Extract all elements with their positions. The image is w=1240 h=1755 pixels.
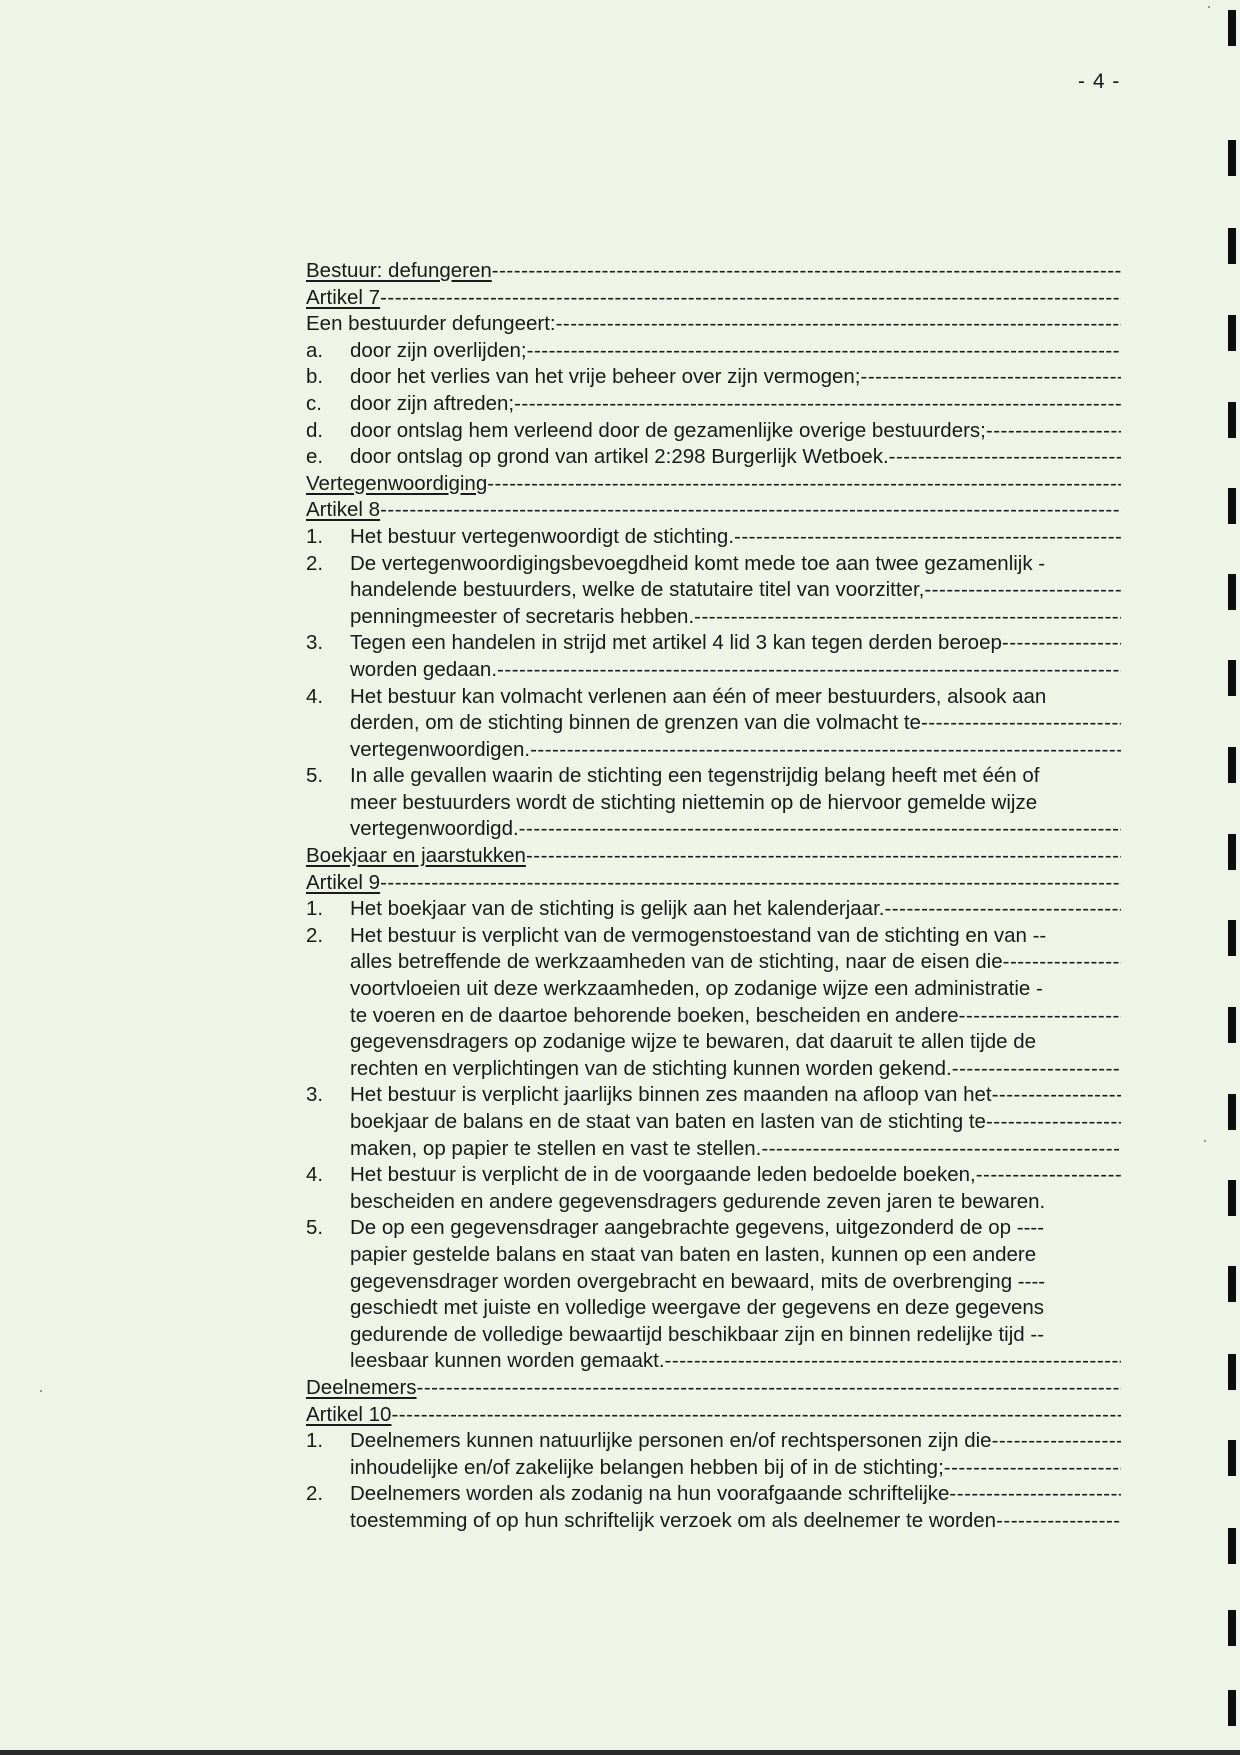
binding-hole xyxy=(1228,1266,1236,1302)
item-number: 1. xyxy=(306,1429,324,1453)
dash-filler xyxy=(976,1162,1121,1189)
dash-filler xyxy=(492,258,1121,285)
line-text: Tegen een handelen in strijd met artikel 4 lid 3 kan tegen derden beroep xyxy=(350,631,1002,655)
line-text: vertegenwoordigen. xyxy=(350,737,531,761)
list-item xyxy=(306,1162,1121,1189)
binding-hole xyxy=(1228,10,1236,46)
dash-filler xyxy=(417,1375,1121,1402)
heading-text: Vertegenwoordiging xyxy=(306,471,488,495)
list-item xyxy=(306,1215,1121,1242)
line-text: Het bestuur kan volmacht verlenen aan één of meer bestuurders, alsook aan xyxy=(350,684,1047,708)
dash-filler xyxy=(380,497,1121,524)
list-item-continuation xyxy=(306,949,1121,976)
line-text: Het bestuur is verplicht jaarlijks binnen zes maanden na afloop van het xyxy=(350,1083,992,1107)
list-item-continuation xyxy=(306,1136,1121,1163)
dash-filler xyxy=(1003,949,1121,976)
line-text: handelende bestuurders, welke de statutaire titel van voorzitter, xyxy=(350,578,925,602)
list-item-continuation xyxy=(306,1029,1121,1056)
dash-filler xyxy=(949,1481,1121,1508)
binding-hole xyxy=(1228,574,1236,610)
line-text: gegevensdragers op zodanige wijze te bewaren, dat daaruit te allen tijde de xyxy=(350,1030,1037,1054)
dash-filler xyxy=(996,1508,1121,1535)
item-number: e. xyxy=(306,445,324,469)
list-item xyxy=(306,684,1121,711)
heading-text: Artikel 7 xyxy=(306,285,381,309)
binding-hole xyxy=(1228,228,1236,264)
list-item-continuation xyxy=(306,1508,1121,1535)
binding-hole xyxy=(1228,660,1236,696)
list-item-continuation xyxy=(306,1295,1121,1322)
binding-hole xyxy=(1228,1180,1236,1216)
dash-filler xyxy=(497,657,1121,684)
list-item-continuation xyxy=(306,1189,1121,1216)
scan-speck xyxy=(1208,6,1210,8)
line-text: Het bestuur vertegenwoordigt de stichting. xyxy=(350,524,735,548)
section-heading xyxy=(306,497,1121,524)
line-text: toestemming of op hun schriftelijk verzoek om als deelnemer te worden xyxy=(350,1508,997,1532)
dash-filler xyxy=(665,1348,1121,1375)
heading-text: Deelnemers xyxy=(306,1375,417,1399)
item-number: 2. xyxy=(306,1482,324,1506)
heading-text: Artikel 8 xyxy=(306,498,381,522)
dash-filler xyxy=(889,444,1121,471)
line-text: Een bestuurder defungeert: xyxy=(306,312,556,336)
scan-speck xyxy=(40,1390,42,1392)
list-item-continuation xyxy=(306,1056,1121,1083)
section-heading xyxy=(306,285,1121,312)
list-item-continuation xyxy=(306,577,1121,604)
dash-filler xyxy=(734,524,1121,551)
list-item xyxy=(306,444,1121,471)
binding-hole xyxy=(1228,315,1236,351)
line-text: alles betreffende de werkzaamheden van de stichting, naar de eisen die xyxy=(350,950,1003,974)
line-text: vertegenwoordigd. xyxy=(350,817,519,841)
dash-filler xyxy=(761,1136,1121,1163)
page-number: - 4 - xyxy=(1078,70,1121,93)
dash-filler xyxy=(861,364,1122,391)
dash-filler xyxy=(992,1082,1121,1109)
line-text: boekjaar de balans en de staat van baten en lasten van de stichting te xyxy=(350,1110,986,1133)
list-item xyxy=(306,338,1121,365)
section-heading xyxy=(306,843,1121,870)
list-item-continuation xyxy=(306,1003,1121,1030)
item-number: 5. xyxy=(306,1216,324,1240)
heading-text: Artikel 10 xyxy=(306,1402,392,1426)
line-text: derden, om de stichting binnen de grenzen van die volmacht te xyxy=(350,711,921,735)
list-item-continuation xyxy=(306,737,1121,764)
list-item-continuation xyxy=(306,1455,1121,1482)
item-number: 3. xyxy=(306,631,324,655)
list-item xyxy=(306,551,1121,578)
dash-filler xyxy=(519,816,1121,843)
dash-filler xyxy=(986,418,1121,445)
dash-filler xyxy=(391,1402,1121,1429)
section-heading xyxy=(306,471,1121,498)
list-item-continuation xyxy=(306,1322,1121,1349)
list-item-continuation xyxy=(306,710,1121,737)
heading-text: Bestuur: defungeren xyxy=(306,259,492,282)
binding-hole xyxy=(1228,834,1236,870)
list-item xyxy=(306,923,1121,950)
dash-filler xyxy=(992,1428,1121,1455)
dash-filler xyxy=(530,737,1121,764)
item-number: 4. xyxy=(306,1163,324,1187)
line-text: Het bestuur is verplicht van de vermogenstoestand van de stichting en van -- xyxy=(350,923,1047,947)
section-heading xyxy=(306,258,1121,285)
binding-hole xyxy=(1228,1007,1236,1043)
list-item xyxy=(306,763,1121,790)
line-text: In alle gevallen waarin de stichting een tegenstrijdig belang heeft met één of xyxy=(350,764,1040,788)
heading-text: Artikel 9 xyxy=(306,870,381,894)
binding-hole xyxy=(1228,402,1236,438)
dash-filler xyxy=(514,391,1121,418)
line-text: Het boekjaar van de stichting is gelijk aan het kalenderjaar. xyxy=(350,897,885,921)
line-text: door zijn overlijden; xyxy=(350,338,527,362)
line-text: door zijn aftreden; xyxy=(350,391,515,415)
line-text: worden gedaan. xyxy=(350,657,498,681)
list-item-continuation xyxy=(306,1348,1121,1375)
line-text: te voeren en de daartoe behorende boeken, bescheiden en andere xyxy=(350,1003,959,1027)
document-body xyxy=(306,258,1121,1535)
section-heading xyxy=(306,1402,1121,1429)
scan-bottom-edge xyxy=(0,1750,1240,1755)
binding-hole xyxy=(1228,1690,1236,1726)
item-number: d. xyxy=(306,418,324,442)
binding-hole xyxy=(1228,1094,1236,1130)
line-text: inhoudelijke en/of zakelijke belangen hebben bij of in de stichting; xyxy=(350,1455,944,1479)
list-item xyxy=(306,1428,1121,1455)
list-item xyxy=(306,896,1121,923)
dash-filler xyxy=(952,1056,1121,1083)
line-text: door ontslag op grond van artikel 2:298 Burgerlijk Wetboek. xyxy=(350,445,889,469)
binding-hole xyxy=(1228,1528,1236,1564)
binding-hole xyxy=(1228,1610,1236,1646)
dash-filler xyxy=(380,870,1121,897)
line-text: geschiedt met juiste en volledige weergave der gegevens en deze gegevens xyxy=(350,1296,1045,1320)
list-item xyxy=(306,1481,1121,1508)
binding-hole xyxy=(1228,488,1236,524)
dash-filler xyxy=(527,338,1121,365)
dash-filler xyxy=(380,285,1121,312)
section-heading xyxy=(306,1375,1121,1402)
line-text: bescheiden en andere gegevensdragers gedurende zeven jaren te bewaren. xyxy=(350,1189,1046,1213)
line-text: voortvloeien uit deze werkzaamheden, op zodanige wijze een administratie - xyxy=(350,977,1043,1001)
dash-filler xyxy=(884,896,1121,923)
dash-filler xyxy=(924,577,1121,604)
dash-filler xyxy=(986,1109,1121,1136)
line-text: De vertegenwoordigingsbevoegdheid komt mede toe aan twee gezamenlijk - xyxy=(350,551,1046,575)
dash-filler xyxy=(694,604,1121,631)
scan-speck xyxy=(1204,1140,1206,1142)
heading-text: Boekjaar en jaarstukken xyxy=(306,844,526,868)
line-text: door het verlies van het vrije beheer over zijn vermogen; xyxy=(350,365,861,389)
dash-filler xyxy=(1002,630,1121,657)
list-item xyxy=(306,364,1121,391)
list-item-continuation xyxy=(306,976,1121,1003)
item-number: 2. xyxy=(306,551,324,575)
line-text: Deelnemers worden als zodanig na hun voorafgaande schriftelijke xyxy=(350,1482,950,1506)
item-number: a. xyxy=(306,338,324,362)
list-item-continuation xyxy=(306,1242,1121,1269)
item-number: b. xyxy=(306,365,324,389)
dash-filler xyxy=(526,843,1121,870)
list-item-continuation xyxy=(306,1109,1121,1136)
list-item-continuation xyxy=(306,657,1121,684)
dash-filler xyxy=(944,1455,1121,1482)
line-text: door ontslag hem verleend door de gezamenlijke overige bestuurders; xyxy=(350,418,986,442)
item-number: 1. xyxy=(306,524,324,548)
section-heading xyxy=(306,870,1121,897)
list-item-continuation xyxy=(306,604,1121,631)
item-number: 3. xyxy=(306,1083,324,1107)
list-item xyxy=(306,418,1121,445)
list-item xyxy=(306,524,1121,551)
item-number: 1. xyxy=(306,897,324,921)
item-number: c. xyxy=(306,391,322,415)
line-text: maken, op papier te stellen en vast te stellen. xyxy=(350,1136,762,1160)
item-number: 5. xyxy=(306,764,324,788)
line-text: gedurende de volledige bewaartijd beschikbaar zijn en binnen redelijke tijd -- xyxy=(350,1322,1045,1346)
line-text: penningmeester of secretaris hebben. xyxy=(350,604,695,628)
line-text: Het bestuur is verplicht de in de voorgaande leden bedoelde boeken, xyxy=(350,1163,976,1187)
list-item-continuation xyxy=(306,790,1121,817)
line-text: meer bestuurders wordt de stichting niettemin op de hiervoor gemelde wijze xyxy=(350,790,1038,814)
line-text: gegevensdrager worden overgebracht en bewaard, mits de overbrenging ---- xyxy=(350,1269,1046,1293)
line-text: De op een gegevensdrager aangebrachte gegevens, uitgezonderd de op ---- xyxy=(350,1216,1045,1240)
list-item-continuation xyxy=(306,816,1121,843)
list-item xyxy=(306,391,1121,418)
line-text: leesbaar kunnen worden gemaakt. xyxy=(350,1349,665,1373)
binding-strip xyxy=(1210,0,1240,1755)
paragraph-line xyxy=(306,311,1121,338)
dash-filler xyxy=(959,1003,1121,1030)
item-number: 4. xyxy=(306,684,324,708)
list-item xyxy=(306,630,1121,657)
binding-hole xyxy=(1228,1440,1236,1476)
line-text: rechten en verplichtingen van de stichting kunnen worden gekend. xyxy=(350,1056,952,1080)
dash-filler xyxy=(921,710,1121,737)
dash-filler xyxy=(487,471,1121,498)
dash-filler xyxy=(556,311,1121,338)
line-text: papier gestelde balans en staat van baten en lasten, kunnen op een andere xyxy=(350,1242,1037,1266)
binding-hole xyxy=(1228,1354,1236,1390)
binding-hole xyxy=(1228,920,1236,956)
item-number: 2. xyxy=(306,923,324,947)
binding-hole xyxy=(1228,747,1236,783)
line-text: Deelnemers kunnen natuurlijke personen en/of rechtspersonen zijn die xyxy=(350,1429,992,1453)
list-item-continuation xyxy=(306,1269,1121,1296)
binding-hole xyxy=(1228,140,1236,176)
list-item xyxy=(306,1082,1121,1109)
